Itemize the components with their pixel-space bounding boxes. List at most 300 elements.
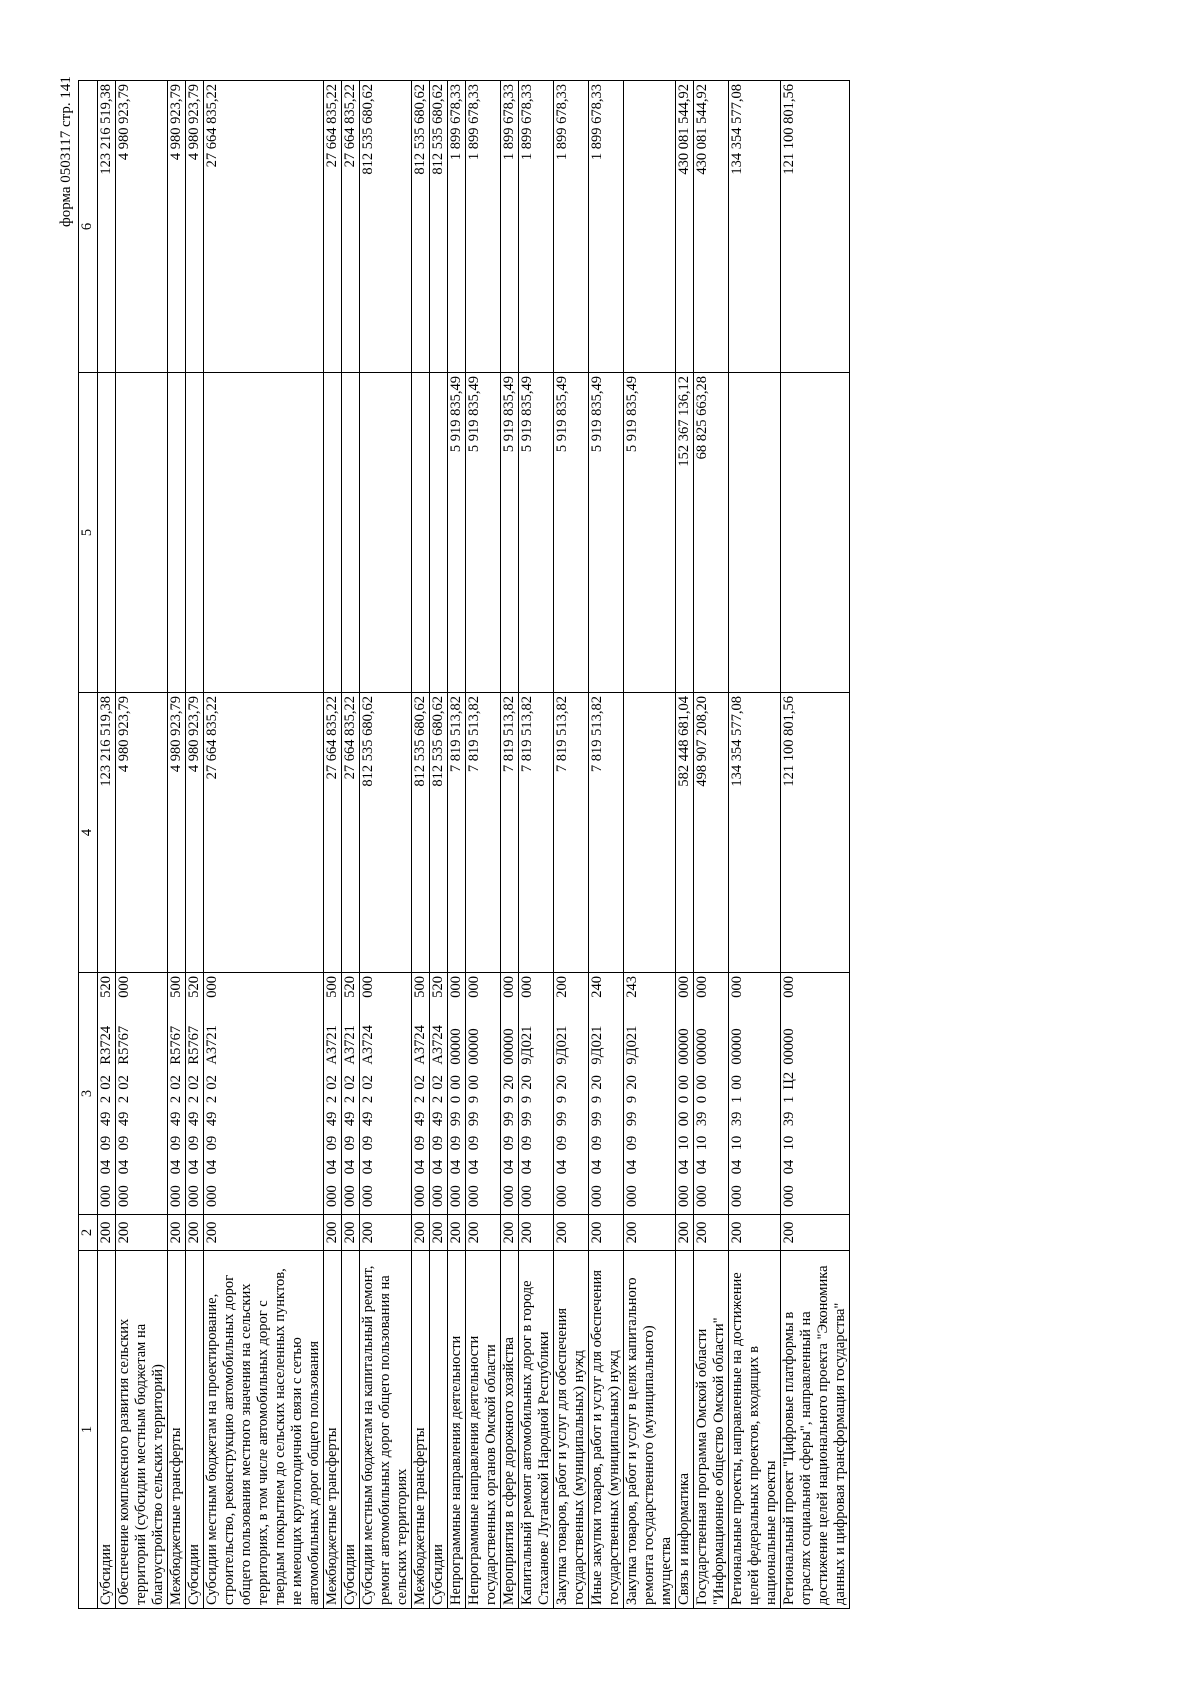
row-amount-c4: 7 819 513,82 [589,693,624,973]
kbk-part: 09 [116,1135,132,1151]
kbk-part: 00 [694,1075,710,1090]
row-amount-c6: 123 216 519,38 [98,81,116,373]
kbk-part: 02 [98,1075,114,1090]
kbk-part: 04 [360,1159,376,1175]
table-row [186,81,204,1609]
kbk-part: 09 [430,1135,446,1151]
row-classification-code [98,973,116,1215]
row-amount-c4: 123 216 519,38 [98,693,116,973]
kbk-part: 243 [624,976,640,998]
table-row [168,81,186,1609]
table-row [729,81,781,1609]
kbk-part: 10 [729,1135,745,1151]
kbk-part: 00 [676,1111,692,1127]
kbk-part: 00000 [729,1028,745,1065]
kbk-part: 99 [448,1111,464,1127]
row-classification-code [324,973,342,1215]
kbk-part: 09 [412,1135,428,1151]
row-code: 200 [676,1215,694,1251]
row-amount-c5: 152 367 136,12 [676,373,694,693]
row-code: 200 [186,1215,204,1251]
kbk-part: 04 [204,1159,220,1175]
kbk-part: 520 [98,976,114,998]
kbk-part: 9Д021 [519,1025,535,1065]
row-name: Непрограммные направления деятельности государственных органов Омской области [466,1251,501,1609]
row-amount-c5 [98,373,116,693]
kbk-part: 0 [676,1095,692,1104]
table-row [519,81,554,1609]
kbk-part: 200 [554,976,570,998]
row-amount-c4 [624,693,676,973]
row-code: 200 [116,1215,168,1251]
row-amount-c5 [324,373,342,693]
row-amount-c4: 582 448 681,04 [676,693,694,973]
kbk-part: Ц2 [781,1071,797,1090]
kbk-part: 240 [589,976,605,998]
row-classification-code [168,973,186,1215]
kbk-part: 09 [501,1135,517,1151]
kbk-part: 000 [781,1185,797,1207]
row-amount-c6: 121 100 801,56 [781,81,850,373]
row-amount-c5: 5 919 835,49 [624,373,676,693]
row-amount-c4: 7 819 513,82 [448,693,466,973]
kbk-part: А3724 [430,1025,446,1065]
row-amount-c5 [204,373,324,693]
kbk-part: R5767 [186,1025,202,1065]
kbk-part: 04 [624,1159,640,1175]
kbk-part: 49 [204,1111,220,1127]
row-classification-code [519,973,554,1215]
kbk-part: 000 [501,976,517,998]
budget-table [78,80,850,1609]
row-amount-c6: 812 535 680,62 [360,81,412,373]
row-amount-c5: 5 919 835,49 [554,373,589,693]
kbk-part: 000 [676,976,692,998]
row-name: Капитальный ремонт автомобильных дорог в городе Стаханове Луганской Народной Республики [519,1251,554,1609]
kbk-part: 39 [694,1111,710,1127]
row-name: Мероприятия в сфере дорожного хозяйства [501,1251,519,1609]
row-name: Закупка товаров, работ и услуг в целях капитального ремонта государственного (муниципального) имущества [624,1251,676,1609]
table-row [694,81,729,1609]
table-row [554,81,589,1609]
kbk-part: А3724 [360,1025,376,1065]
kbk-part: 02 [412,1075,428,1090]
kbk-part: 49 [168,1111,184,1127]
kbk-part: 00 [448,1075,464,1090]
col-header-2: 2 [79,1215,98,1251]
row-classification-code [204,973,324,1215]
kbk-part: 2 [168,1095,184,1104]
kbk-part: 000 [519,976,535,998]
kbk-part: 49 [116,1111,132,1127]
kbk-part: 20 [624,1075,640,1090]
row-amount-c6: 1 899 678,33 [448,81,466,373]
kbk-part: 49 [342,1111,358,1127]
kbk-part: 00000 [448,1028,464,1065]
table-row [204,81,324,1609]
kbk-part: 04 [781,1159,797,1175]
kbk-part: 00000 [501,1028,517,1065]
kbk-part: 09 [554,1135,570,1151]
kbk-part: 02 [342,1075,358,1090]
row-amount-c4: 27 664 835,22 [342,693,360,973]
row-code: 200 [360,1215,412,1251]
row-classification-code [694,973,729,1215]
kbk-part: 000 [448,976,464,998]
kbk-part: 09 [624,1135,640,1151]
kbk-part: 000 [98,1185,114,1207]
row-name: Закупка товаров, работ и услуг для обеспечения государственных (муниципальных) нужд [554,1251,589,1609]
kbk-part: 9 [519,1095,535,1104]
row-name: Непрограммные направления деятельности [448,1251,466,1609]
kbk-part: 09 [168,1135,184,1151]
form-reference: форма 0503117 стр. 141 [58,76,74,227]
table-row [430,81,448,1609]
row-amount-c4: 134 354 577,08 [729,693,781,973]
row-name: Государственная программа Омской области "Информационное общество Омской области" [694,1251,729,1609]
row-classification-code [589,973,624,1215]
kbk-part: 49 [360,1111,376,1127]
kbk-part: 09 [342,1135,358,1151]
kbk-part: 04 [554,1159,570,1175]
kbk-part: 02 [116,1075,132,1090]
row-amount-c4: 4 980 923,79 [116,693,168,973]
kbk-part: 99 [501,1111,517,1127]
kbk-part: 520 [342,976,358,998]
row-amount-c4: 7 819 513,82 [519,693,554,973]
kbk-part: 02 [168,1075,184,1090]
kbk-part: 49 [324,1111,340,1127]
kbk-part: 00000 [676,1028,692,1065]
row-amount-c5 [116,373,168,693]
kbk-part: 20 [501,1075,517,1090]
kbk-part: 04 [412,1159,428,1175]
kbk-part: 9 [501,1095,517,1104]
kbk-part: 99 [466,1111,482,1127]
kbk-part: 04 [729,1159,745,1175]
row-code: 200 [430,1215,448,1251]
row-amount-c4: 27 664 835,22 [204,693,324,973]
row-name: Связь и информатика [676,1251,694,1609]
row-amount-c6: 1 899 678,33 [554,81,589,373]
kbk-part: 000 [466,976,482,998]
table-row [360,81,412,1609]
kbk-part: 02 [204,1075,220,1090]
kbk-part: 000 [168,1185,184,1207]
kbk-part: R3724 [98,1025,114,1065]
row-name: Иные закупки товаров, работ и услуг для обеспечения государственных (муниципальных) нужд [589,1251,624,1609]
row-amount-c4: 121 100 801,56 [781,693,850,973]
kbk-part: 09 [204,1135,220,1151]
row-classification-code [729,973,781,1215]
kbk-part: 09 [466,1135,482,1151]
kbk-part: 000 [204,976,220,998]
table-row [98,81,116,1609]
kbk-part: 000 [554,1185,570,1207]
row-amount-c6: 1 899 678,33 [519,81,554,373]
row-amount-c6: 27 664 835,22 [324,81,342,373]
row-code: 200 [168,1215,186,1251]
table-row [448,81,466,1609]
kbk-part: 09 [589,1135,605,1151]
row-code: 200 [466,1215,501,1251]
kbk-part: 000 [676,1185,692,1207]
kbk-part: 49 [412,1111,428,1127]
kbk-part: 00000 [694,1028,710,1065]
row-code: 200 [589,1215,624,1251]
row-classification-code [624,973,676,1215]
row-name: Субсидии [342,1251,360,1609]
table-row [676,81,694,1609]
row-amount-c4: 7 819 513,82 [554,693,589,973]
kbk-part: 00 [729,1075,745,1090]
row-classification-code [360,973,412,1215]
row-amount-c5 [412,373,430,693]
kbk-part: 000 [204,1185,220,1207]
kbk-part: 000 [694,976,710,998]
row-code: 200 [781,1215,850,1251]
kbk-part: 02 [186,1075,202,1090]
kbk-part: 09 [519,1135,535,1151]
kbk-part: 00 [466,1075,482,1090]
row-amount-c4: 7 819 513,82 [466,693,501,973]
kbk-part: 9 [624,1095,640,1104]
table-row [116,81,168,1609]
table-row [781,81,850,1609]
row-amount-c6: 1 899 678,33 [466,81,501,373]
kbk-part: 9Д021 [554,1025,570,1065]
kbk-part: 04 [98,1159,114,1175]
kbk-part: 39 [781,1111,797,1127]
row-amount-c6: 1 899 678,33 [501,81,519,373]
row-classification-code [466,973,501,1215]
kbk-part: 2 [324,1095,340,1104]
row-amount-c6: 4 980 923,79 [186,81,204,373]
row-amount-c5: 68 825 663,28 [694,373,729,693]
row-code: 200 [204,1215,324,1251]
row-classification-code [412,973,430,1215]
kbk-part: 2 [342,1095,358,1104]
row-amount-c6: 134 354 577,08 [729,81,781,373]
table-row [624,81,676,1609]
kbk-part: 9 [466,1095,482,1104]
kbk-part: 000 [186,1185,202,1207]
col-header-6: 6 [79,81,98,373]
kbk-part: 520 [186,976,202,998]
row-amount-c6 [624,81,676,373]
kbk-part: 000 [501,1185,517,1207]
kbk-part: 0 [448,1095,464,1104]
kbk-part: 000 [360,976,376,998]
row-code: 200 [324,1215,342,1251]
row-name: Региональный проект "Цифровые платформы в отраслях социальной сферы", направленный на достижение целей национального проекта "Экономика данных и цифровая трансформация государства" [781,1251,850,1609]
row-code: 200 [519,1215,554,1251]
row-code: 200 [554,1215,589,1251]
row-amount-c5 [781,373,850,693]
kbk-part: 000 [694,1185,710,1207]
row-amount-c6: 812 535 680,62 [412,81,430,373]
row-amount-c5 [186,373,204,693]
kbk-part: 99 [519,1111,535,1127]
row-amount-c5 [729,373,781,693]
row-amount-c4: 812 535 680,62 [412,693,430,973]
row-classification-code [186,973,204,1215]
row-amount-c5: 5 919 835,49 [501,373,519,693]
kbk-part: 04 [168,1159,184,1175]
kbk-part: 000 [430,1185,446,1207]
kbk-part: 0 [694,1095,710,1104]
kbk-part: 000 [729,976,745,998]
row-amount-c5 [430,373,448,693]
kbk-part: 2 [204,1095,220,1104]
row-name: Обеспечение комплексного развития сельских территорий (субсидии местным бюджетам на благоустройство сельских территорий) [116,1251,168,1609]
kbk-part: 000 [116,1185,132,1207]
kbk-part: 02 [324,1075,340,1090]
row-code: 200 [624,1215,676,1251]
table-row [342,81,360,1609]
header-row [79,81,98,1609]
row-amount-c5 [342,373,360,693]
kbk-part: 10 [676,1135,692,1151]
col-header-1: 1 [79,1251,98,1609]
kbk-part: 04 [501,1159,517,1175]
table-row [324,81,342,1609]
kbk-part: 02 [360,1075,376,1090]
kbk-part: 04 [448,1159,464,1175]
kbk-part: 49 [98,1111,114,1127]
row-amount-c4: 4 980 923,79 [168,693,186,973]
col-header-4: 4 [79,693,98,973]
kbk-part: 1 [781,1095,797,1104]
row-name: Субсидии [186,1251,204,1609]
kbk-part: 20 [554,1075,570,1090]
row-code: 200 [694,1215,729,1251]
kbk-part: 04 [324,1159,340,1175]
row-code: 200 [342,1215,360,1251]
table-row [412,81,430,1609]
row-name: Субсидии местным бюджетам на капитальный ремонт, ремонт автомобильных дорог общего пользования на сельских территориях [360,1251,412,1609]
row-code: 200 [501,1215,519,1251]
kbk-part: 00000 [466,1028,482,1065]
kbk-part: 10 [694,1135,710,1151]
kbk-part: 04 [676,1159,692,1175]
kbk-part: 49 [430,1111,446,1127]
row-amount-c5: 5 919 835,49 [589,373,624,693]
kbk-part: 500 [412,976,428,998]
row-classification-code [448,973,466,1215]
row-amount-c6: 4 980 923,79 [116,81,168,373]
row-amount-c5: 5 919 835,49 [519,373,554,693]
kbk-part: 000 [324,1185,340,1207]
kbk-part: 520 [430,976,446,998]
row-amount-c4: 812 535 680,62 [360,693,412,973]
kbk-part: 000 [519,1185,535,1207]
kbk-part: 2 [360,1095,376,1104]
kbk-part: 2 [430,1095,446,1104]
col-header-3: 3 [79,973,98,1215]
kbk-part: R5767 [168,1025,184,1065]
kbk-part: 000 [360,1185,376,1207]
kbk-part: 04 [430,1159,446,1175]
row-code: 200 [98,1215,116,1251]
kbk-part: 09 [186,1135,202,1151]
kbk-part: 000 [116,976,132,998]
kbk-part: 9 [554,1095,570,1104]
kbk-part: 02 [430,1075,446,1090]
kbk-part: 04 [186,1159,202,1175]
kbk-part: 99 [589,1111,605,1127]
row-name: Межбюджетные трансферты [324,1251,342,1609]
kbk-part: 000 [729,1185,745,1207]
kbk-part: 500 [324,976,340,998]
kbk-part: 09 [360,1135,376,1151]
row-amount-c4: 7 819 513,82 [501,693,519,973]
row-amount-c6: 27 664 835,22 [342,81,360,373]
row-name: Субсидии местным бюджетам на проектирование, строительство, реконструкцию автомобильных дорог общего пользования местного значения на сельских территориях, в том числе автомобильных дорог с твердым покрытием до сельских населенных пунктов, не имеющих круглогодичной связи с сетью автомобильных дорог общего пользования [204,1251,324,1609]
kbk-part: 04 [342,1159,358,1175]
kbk-part: 000 [412,1185,428,1207]
row-amount-c5: 5 919 835,49 [466,373,501,693]
kbk-part: 000 [466,1185,482,1207]
table-body [98,81,850,1609]
kbk-part: 2 [116,1095,132,1104]
kbk-part: 500 [168,976,184,998]
kbk-part: 20 [589,1075,605,1090]
row-classification-code [676,973,694,1215]
kbk-part: 09 [448,1135,464,1151]
kbk-part: 2 [98,1095,114,1104]
table-row [501,81,519,1609]
row-amount-c4: 4 980 923,79 [186,693,204,973]
kbk-part: 2 [186,1095,202,1104]
row-name: Региональные проекты, направленные на достижение целей федеральных проектов, входящих в национальные проекты [729,1251,781,1609]
kbk-part: А3721 [342,1025,358,1065]
kbk-part: 10 [781,1135,797,1151]
row-name: Субсидии [98,1251,116,1609]
kbk-part: А3721 [204,1025,220,1065]
kbk-part: 000 [342,1185,358,1207]
kbk-part: 000 [589,1185,605,1207]
kbk-part: 04 [519,1159,535,1175]
row-amount-c6: 27 664 835,22 [204,81,324,373]
kbk-part: 04 [116,1159,132,1175]
kbk-part: 000 [624,1185,640,1207]
kbk-part: 09 [98,1135,114,1151]
row-amount-c5 [360,373,412,693]
row-name: Субсидии [430,1251,448,1609]
row-name: Межбюджетные трансферты [412,1251,430,1609]
kbk-part: 99 [624,1111,640,1127]
kbk-part: 00 [676,1075,692,1090]
col-header-5: 5 [79,373,98,693]
row-classification-code [116,973,168,1215]
row-code: 200 [412,1215,430,1251]
kbk-part: 1 [729,1095,745,1104]
row-amount-c5 [168,373,186,693]
row-classification-code [342,973,360,1215]
kbk-part: 9 [589,1095,605,1104]
kbk-part: 99 [554,1111,570,1127]
kbk-part: А3721 [324,1025,340,1065]
kbk-part: 04 [466,1159,482,1175]
kbk-part: 000 [448,1185,464,1207]
kbk-part: 2 [412,1095,428,1104]
table-row [589,81,624,1609]
row-classification-code [430,973,448,1215]
kbk-part: 9Д021 [624,1025,640,1065]
kbk-part: 04 [589,1159,605,1175]
kbk-part: 39 [729,1111,745,1127]
